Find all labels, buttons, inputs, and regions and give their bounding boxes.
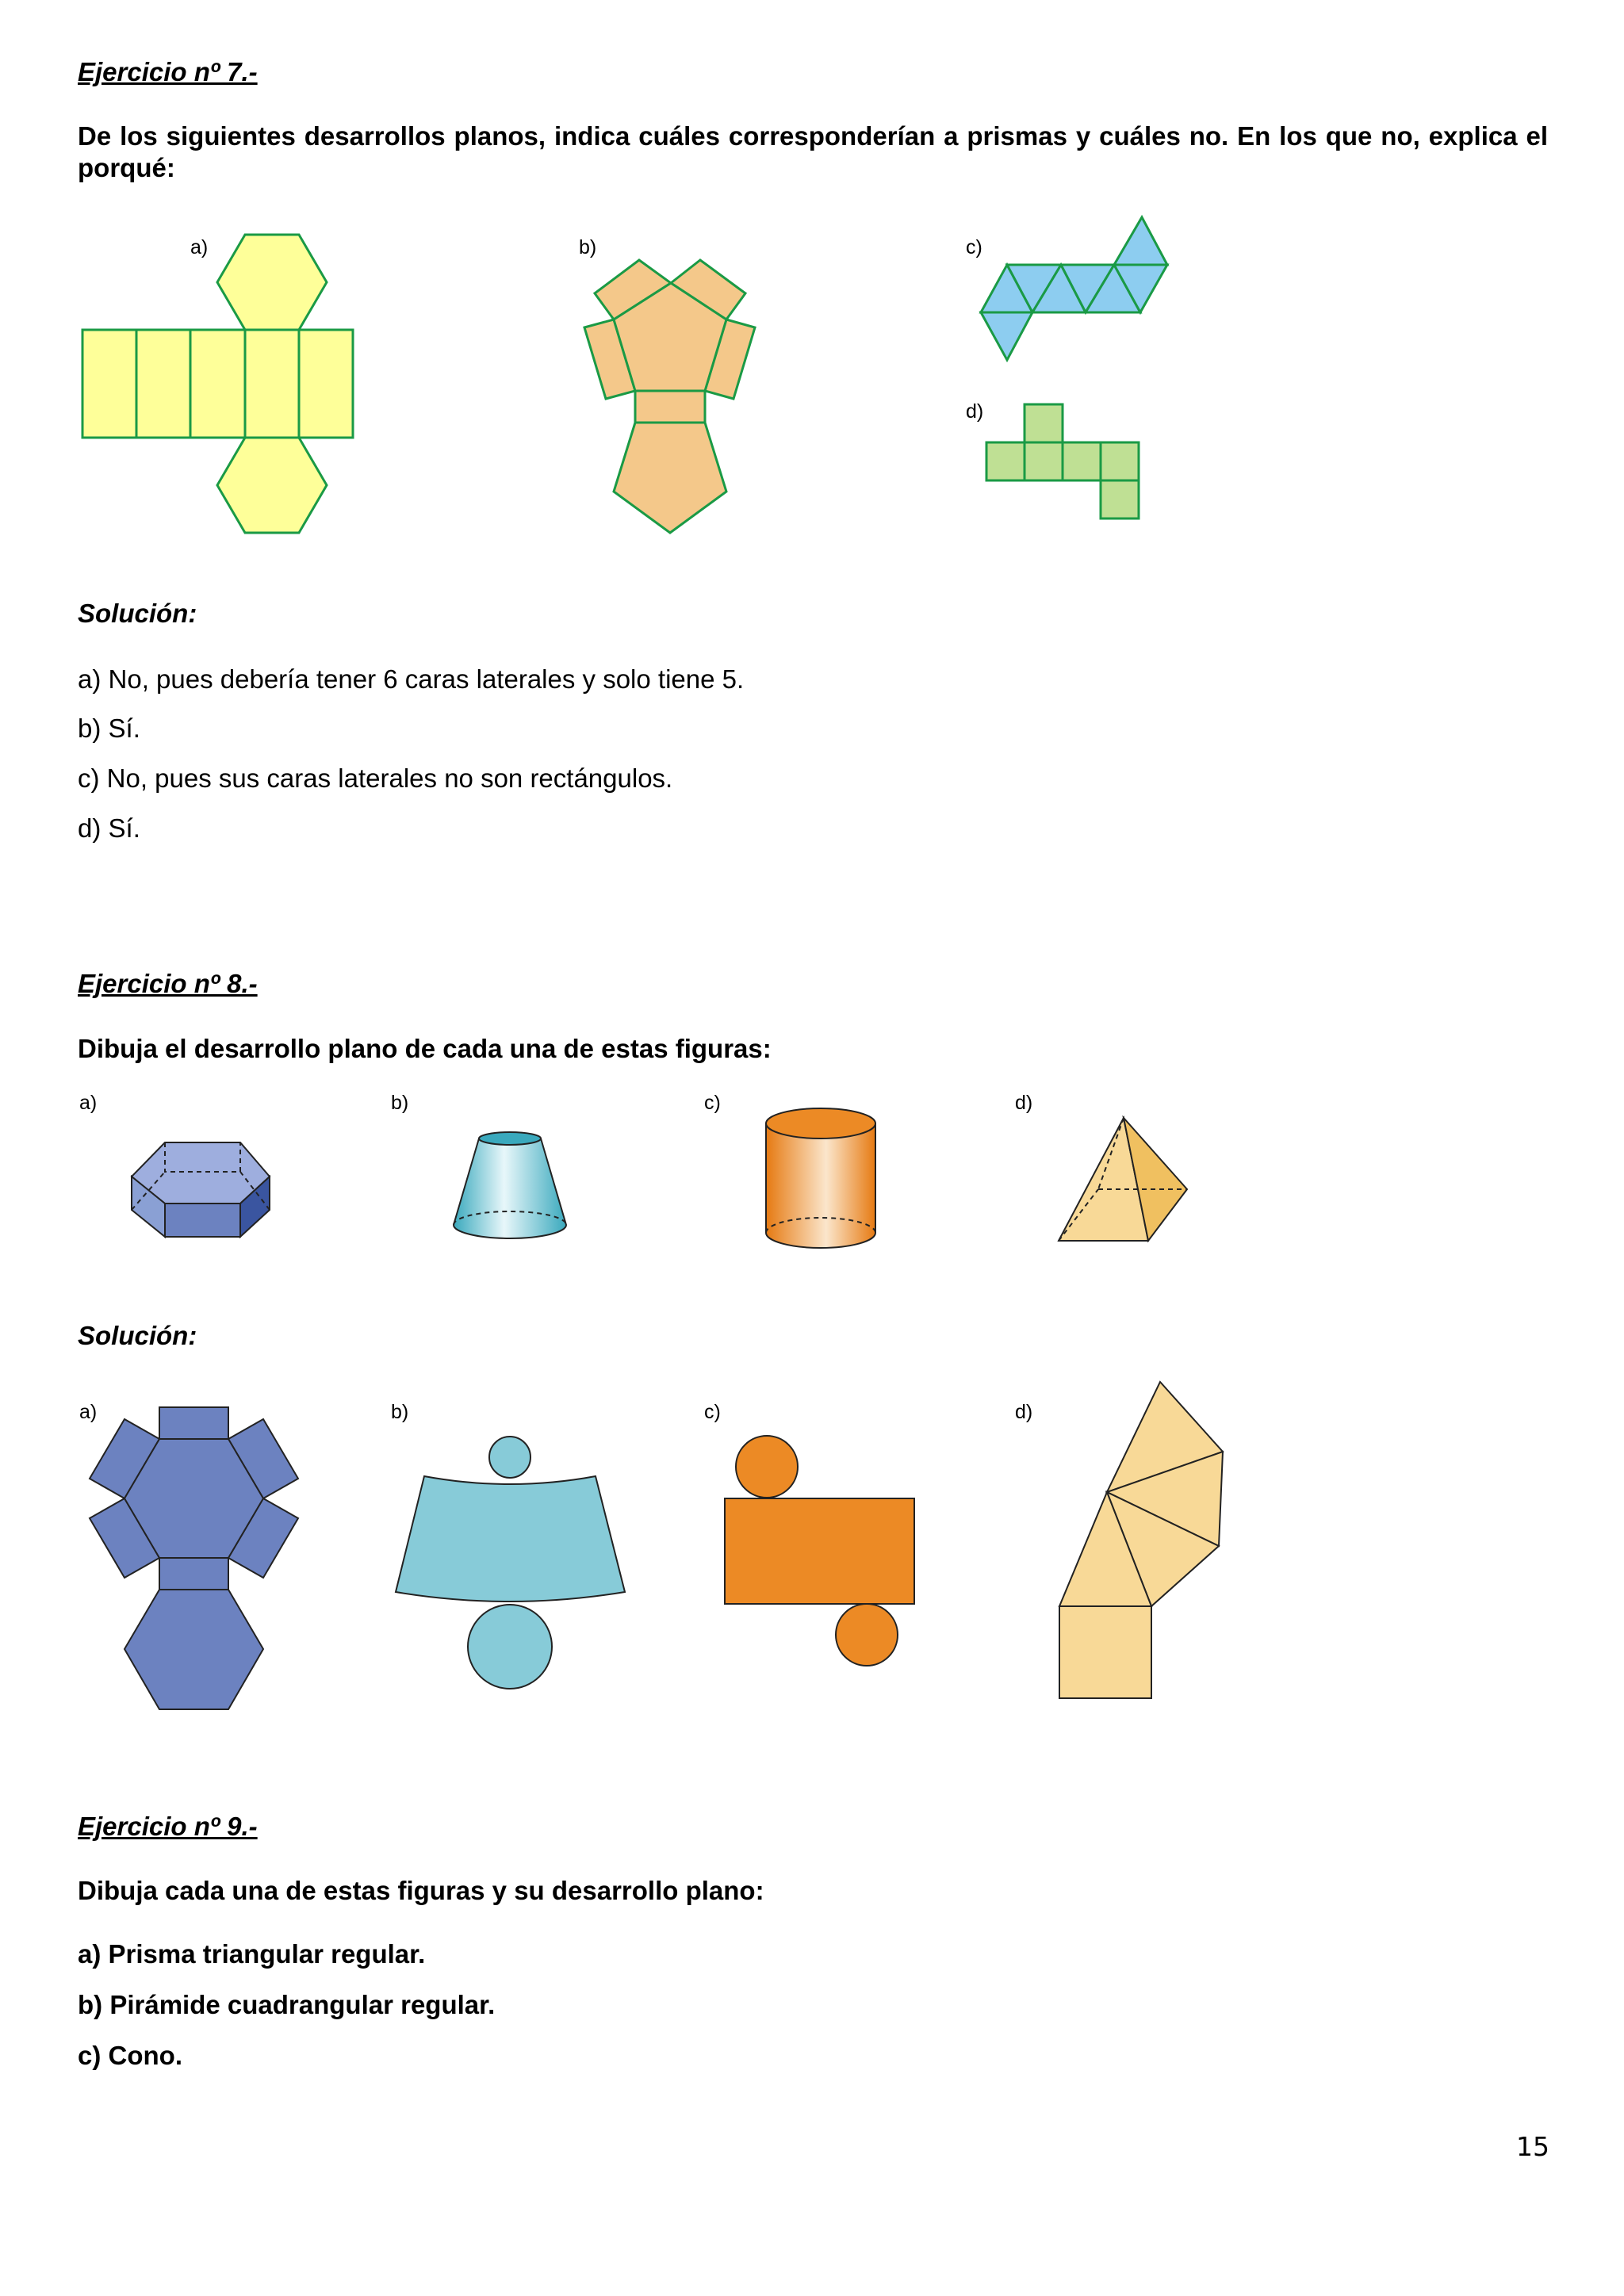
ex8-title: Ejercicio nº 8.- — [78, 969, 258, 998]
ex7-solution-title: Solución: — [78, 599, 197, 628]
ex8-label-a: a) — [79, 1092, 98, 1114]
ex9-title: Ejercicio nº 9.- — [78, 1812, 258, 1841]
sol-b-large-circle — [468, 1605, 552, 1689]
solution-net-c — [725, 1436, 914, 1666]
ex8-statement: Dibuja el desarrollo plano de cada una de estas figuras: — [78, 1034, 772, 1063]
ex7-solution-b: b) Sí. — [78, 714, 140, 743]
sol-c-rectangle — [725, 1498, 914, 1604]
sol-d-square-base — [1059, 1606, 1151, 1698]
ex9-statement: Dibuja cada una de estas figuras y su desarrollo plano: — [78, 1876, 764, 1905]
sol-b-small-circle — [489, 1437, 530, 1478]
ex7-label-a: a) — [190, 236, 209, 258]
ex9-item-b: b) Pirámide cuadrangular regular. — [78, 1990, 496, 2019]
ex8-sol-label-d: d) — [1015, 1401, 1033, 1423]
page-number: 15 — [1516, 2131, 1549, 2162]
ex8-sol-label-b: b) — [391, 1401, 409, 1423]
ex8-label-d: d) — [1015, 1092, 1033, 1114]
ex7-solution-d: d) Sí. — [78, 813, 140, 843]
ex7-label-b: b) — [579, 236, 597, 258]
sol-a-rect-top — [159, 1407, 228, 1439]
ex9-item-a: a) Prisma triangular regular. — [78, 1939, 426, 1969]
ex8-label-c: c) — [704, 1092, 721, 1114]
ex8-sol-label-a: a) — [79, 1401, 98, 1423]
sol-a-rect-bottom — [159, 1558, 228, 1590]
solution-net-d — [1059, 1382, 1223, 1698]
ex8-solution-title: Solución: — [78, 1321, 197, 1350]
sol-c-top-circle — [736, 1436, 798, 1498]
sol-c-bottom-circle — [836, 1604, 898, 1666]
ex7-solution-c: c) No, pues sus caras laterales no son rectángulos. — [78, 763, 673, 793]
sol-b-sector — [396, 1476, 625, 1601]
sol-a-hexagon-bottom — [124, 1590, 263, 1709]
solution-net-b — [396, 1437, 625, 1689]
ex8-label-b: b) — [391, 1092, 409, 1114]
ex7-label-d: d) — [966, 400, 984, 423]
ex7-statement: De los siguientes desarrollos planos, indica cuáles corresponderían a prismas y cuáles no. En los que no, explica el porqué: — [78, 121, 1548, 182]
ex7-solution-a: a) No, pues debería tener 6 caras laterales y solo tiene 5. — [78, 664, 745, 694]
solution-net-a — [90, 1407, 298, 1709]
ex7-title: Ejercicio nº 7.- — [78, 57, 258, 86]
ex7-label-c: c) — [966, 236, 982, 258]
ex8-sol-label-c: c) — [704, 1401, 721, 1423]
ex9-item-c: c) Cono. — [78, 2041, 182, 2070]
